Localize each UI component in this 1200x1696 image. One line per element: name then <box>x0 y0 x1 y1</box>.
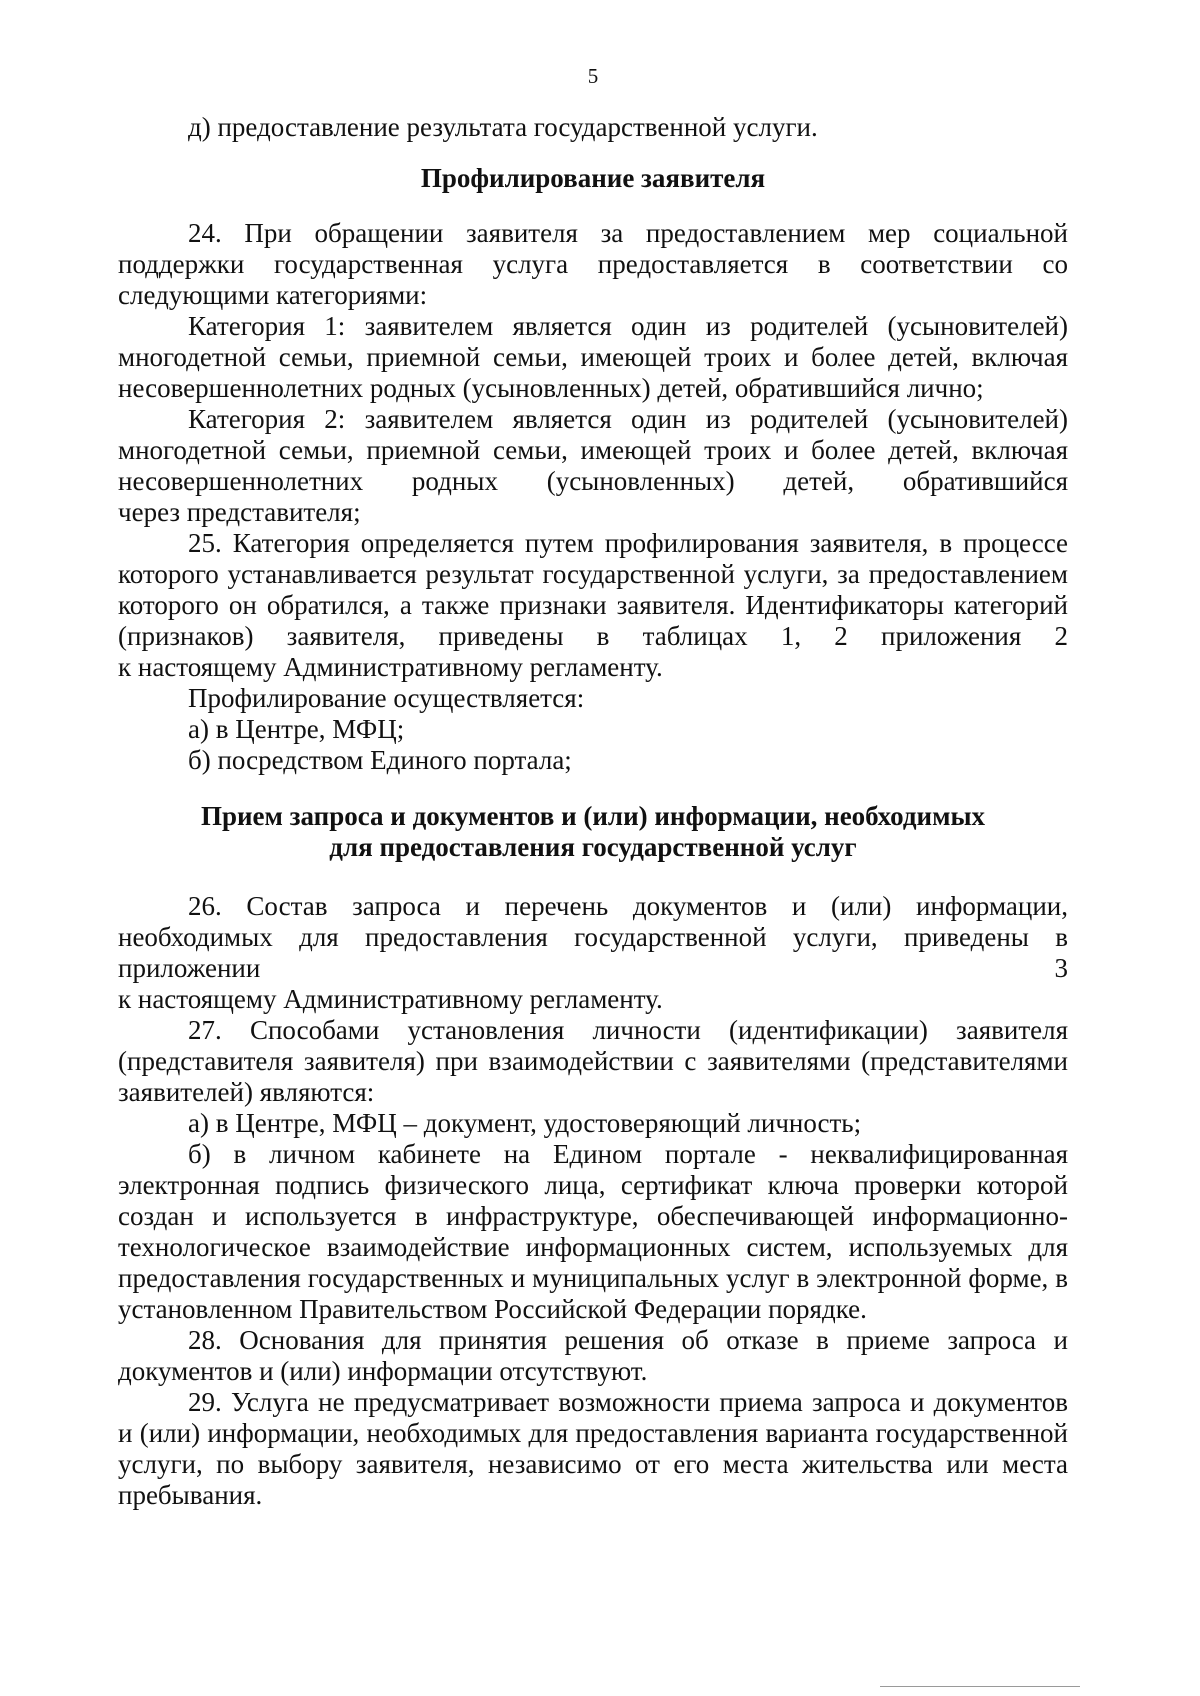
paragraph-28: 28. Основания для принятия решения об отказе в приеме запроса и документов и (или) информации отсутствуют. <box>118 1325 1068 1386</box>
paragraph-29: 29. Услуга не предусматривает возможности приема запроса и документов и (или) информации, необходимых для предоставления варианта государственной услуги, по выбору заявителя, независимо от его места жительства или места пребывания. <box>118 1387 1068 1510</box>
document-body <box>118 112 1068 1511</box>
item-d: д) предоставление результата государственной услуги. <box>188 112 818 142</box>
paragraph-27-a: а) в Центре, МФЦ – документ, удостоверяющий личность; <box>188 1108 862 1138</box>
heading-reception-line-1: Прием запроса и документов и (или) информации, необходимых <box>200 801 986 831</box>
profiling-way-b: б) посредством Единого портала; <box>188 745 572 775</box>
heading-reception <box>118 801 1068 863</box>
page-number: 5 <box>587 64 599 88</box>
category-2-part-1: Категория 2: заявителем является один из родителей (усыновителей) многодетной семьи, приемной семьи, имеющей троих и более детей, включая несовершеннолетних родных (усыновленных) детей, обратившийся <box>118 404 1068 496</box>
paragraph-25-part-2: к настоящему Административному регламенту. <box>118 652 663 682</box>
category-1: Категория 1: заявителем является один из родителей (усыновителей) многодетной семьи, приемной семьи, имеющей троих и более детей, включая несовершеннолетних родных (усыновленных) детей, обратившийся лично; <box>118 311 1068 403</box>
heading-profiling: Профилирование заявителя <box>420 163 766 193</box>
paragraph-26-part-1: 26. Состав запроса и перечень документов и (или) информации, необходимых для предоставления государственной услуги, приведены в приложении 3 <box>118 891 1068 983</box>
paragraph-24: 24. При обращении заявителя за предоставлением мер социальной поддержки государственная услуга предоставляется в соответствии со следующими категориями: <box>118 218 1068 310</box>
paragraph-26-part-2: к настоящему Административному регламенту. <box>118 984 663 1014</box>
footer-rule <box>880 1686 1080 1687</box>
heading-reception-line-2: для предоставления государственной услуг <box>329 832 857 862</box>
paragraph-27: 27. Способами установления личности (идентификации) заявителя (представителя заявителя) при взаимодействии с заявителями (представителями заявителей) являются: <box>118 1015 1068 1107</box>
category-2-part-2: через представителя; <box>118 497 361 527</box>
paragraph-25-part-1: 25. Категория определяется путем профилирования заявителя, в процессе которого устанавливается результат государственной услуги, за предоставлением которого он обратился, а также признаки заявителя. Идентификаторы категорий (признаков) заявителя, приведены в таблицах 1, 2 приложения 2 <box>118 528 1068 651</box>
profiling-ways: Профилирование осуществляется: <box>188 683 585 713</box>
profiling-way-a: а) в Центре, МФЦ; <box>188 714 405 744</box>
paragraph-27-b: б) в личном кабинете на Едином портале - неквалифицированная электронная подпись физического лица, сертификат ключа проверки которой создан и используется в инфраструктуре, обеспечивающей информационно-технологическое взаимодействие информационных систем, используемых для предоставления государственных и муниципальных услуг в электронной форме, в установленном Правительством Российской Федерации порядке. <box>118 1139 1068 1324</box>
